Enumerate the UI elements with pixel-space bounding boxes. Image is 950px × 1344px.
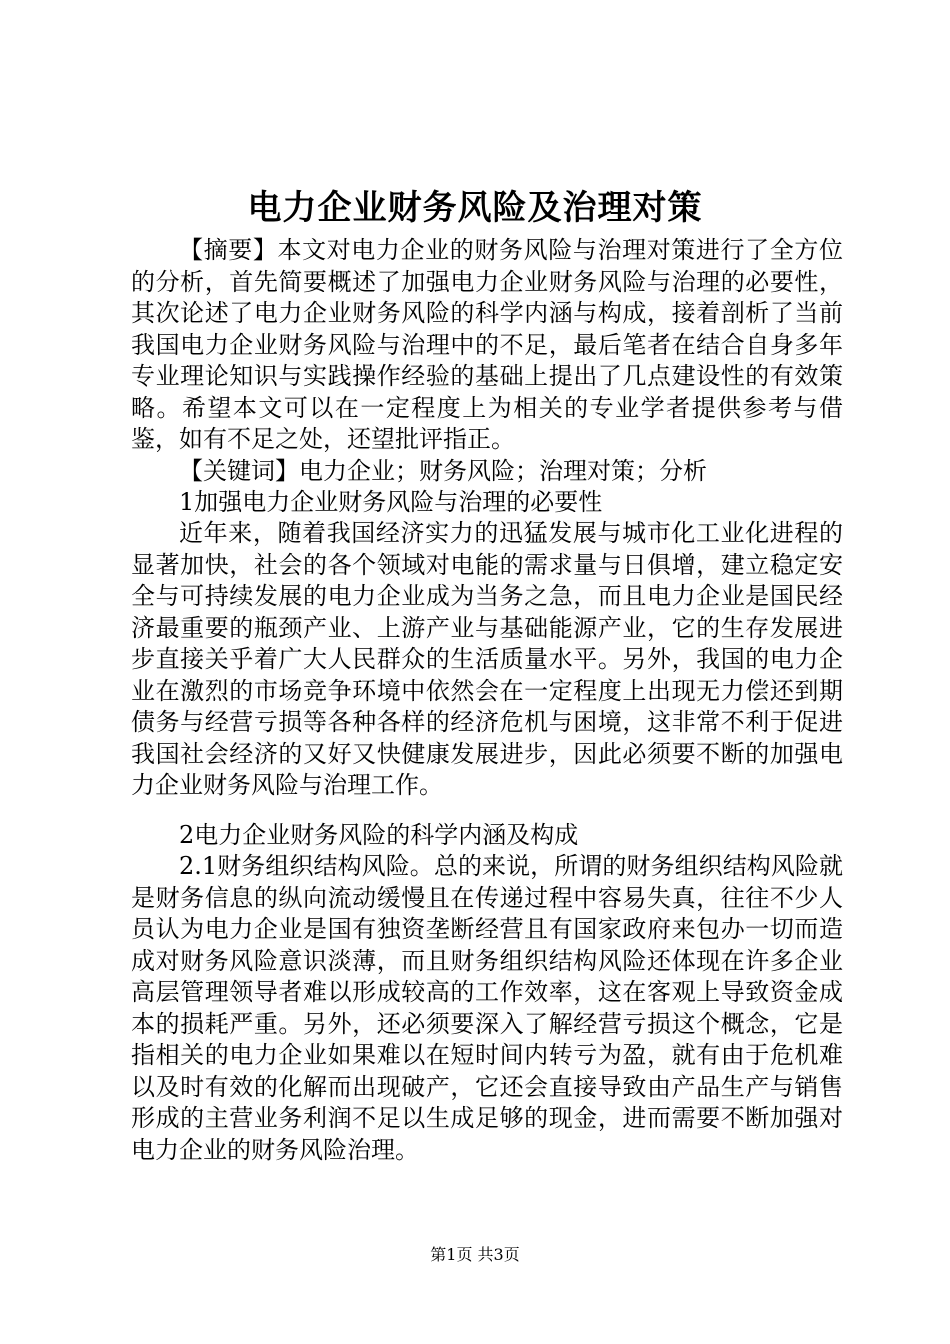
document-title: 电力企业财务风险及治理对策 xyxy=(247,188,703,228)
section-1-heading: 1加强电力企业财务风险与治理的必要性 xyxy=(179,488,603,516)
section-2-heading: 2电力企业财务风险的科学内涵及构成 xyxy=(179,821,579,849)
section-2-paragraph: 2.1财务组织结构风险。总的来说，所谓的财务组织结构风险就是财务信息的纵向流动缓慢且在传递过程中容易失真，往往不少人员认为电力企业是国有独资垄断经营且有国家政府来包办一切而造成对财务风险意识淡薄，而且财务组织结构风险还体现在许多企业高层管理领导者难以形成较高的工作效率，这在客观上导致资金成本的损耗严重。另外，还必须要深入了解经营亏损这个概念，它是指相关的电力企业如果难以在短时间内转亏为盈，就有由于危机难以及时有效的化解而出现破产，它还会直接导致由产品生产与销售形成的主营业务利润不足以生成足够的现金，进而需要不断加强对电力企业的财务风险治理。 xyxy=(131,852,843,1164)
abstract-paragraph: 【摘要】本文对电力企业的财务风险与治理对策进行了全方位的分析，首先简要概述了加强电力企业财务风险与治理的必要性，其次论述了电力企业财务风险的科学内涵与构成，接着剖析了当前我国电力企业财务风险与治理中的不足，最后笔者在结合自身多年专业理论知识与实践操作经验的基础上提出了几点建设性的有效策略。希望本文可以在一定程度上为相关的专业学者提供参考与借鉴，如有不足之处，还望批评指正。 xyxy=(131,236,843,453)
keywords-paragraph: 【关键词】电力企业；财务风险；治理对策；分析 xyxy=(179,457,707,485)
section-1-paragraph: 近年来，随着我国经济实力的迅猛发展与城市化工业化进程的显著加快，社会的各个领域对电能的需求量与日俱增，建立稳定安全与可持续发展的电力企业成为当务之急，而且电力企业是国民经济最重要的瓶颈产业、上游产业与基础能源产业，它的生存发展进步直接关乎着广大人民群众的生活质量水平。另外，我国的电力企业在激烈的市场竞争环境中依然会在一定程度上出现无力偿还到期债务与经营亏损等各种各样的经济危机与困境，这非常不利于促进我国社会经济的又好又快健康发展进步，因此必须要不断的加强电力企业财务风险与治理工作。 xyxy=(131,519,843,799)
page-footer: 第1页 共3页 xyxy=(430,1245,520,1264)
